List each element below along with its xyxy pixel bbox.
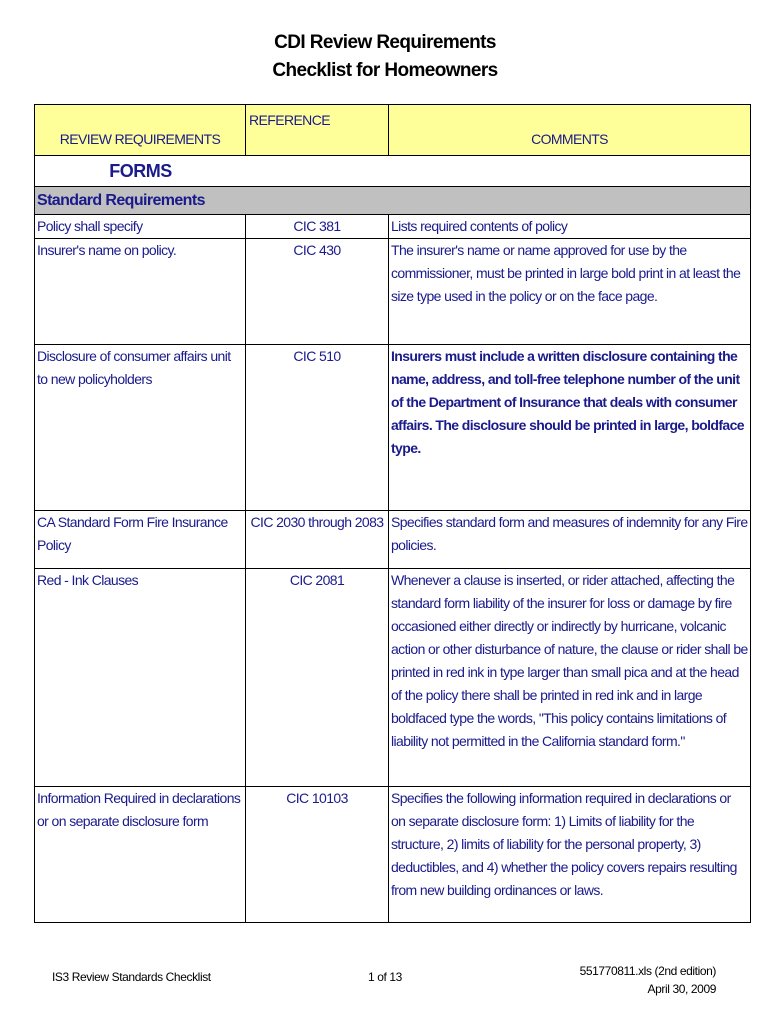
forms-label: FORMS [109, 161, 172, 181]
header-requirements-cell [35, 105, 246, 156]
table-row [35, 215, 751, 239]
comment-text: Insurers must include a written disclosure containing the name, address, and toll-free telephone number of the unit of the Department of Insurance that deals with consumer affairs. The disclosure should be printed in large, boldface type. [391, 348, 744, 456]
footer-date: April 30, 2009 [647, 982, 716, 996]
table-row [35, 569, 751, 787]
comment-text: Whenever a clause is inserted, or rider attached, affecting the standard form liability of the insurer for loss or damage by fire occasioned either directly or indirectly by hurricane, volcanic action or other disturbance of nature, the clause or rider shall be printed in red ink in type larger than small pica and at the head of the policy there shall be printed in red ink and in large boldfaced type the words, "This policy contains limitations of liability not permitted in the California standard form." [391, 572, 748, 749]
reference-text: CIC 10103 [286, 790, 348, 806]
requirement-cell [35, 345, 246, 511]
document-title: CDI Review Requirements [274, 32, 496, 53]
table-row [35, 511, 751, 569]
reference-text: CIC 2030 through 2083 [250, 514, 384, 530]
comment-cell [389, 511, 751, 569]
reference-cell [246, 345, 389, 511]
comment-text: Specifies the following information required in declarations or on separate disclosure form: 1) Limits of liability for the structure, 2) limits of liability for the personal property, 3) deductibles, and 4) whether the policy covers repairs resulting from new building ordinances or laws. [391, 790, 737, 898]
checklist-table [34, 104, 751, 923]
header-requirements: REVIEW REQUIREMENTS [59, 131, 221, 147]
header-comments-cell [389, 105, 751, 156]
requirement-text: Insurer's name on policy. [37, 242, 177, 258]
reference-cell [246, 569, 389, 787]
header-reference-cell [246, 105, 389, 156]
forms-cell [35, 156, 751, 187]
requirement-cell [35, 787, 246, 923]
reference-cell [246, 787, 389, 923]
footer-file-info [580, 962, 716, 998]
table-row [35, 787, 751, 923]
footer-file-name: 551770811.xls (2nd edition) [579, 964, 716, 978]
requirement-text: Disclosure of consumer affairs unit to new policyholders [37, 348, 231, 387]
requirement-text: Policy shall specify [37, 218, 143, 234]
requirement-cell [35, 239, 246, 345]
requirement-text: Red - Ink Clauses [37, 572, 139, 588]
header-reference: REFERENCE [249, 112, 330, 128]
comment-text: Lists required contents of policy [391, 218, 568, 234]
requirement-text: Information Required in declarations or on separate disclosure form [37, 790, 241, 829]
comment-text: The insurer's name or name approved for use by the commissioner, must be printed in large bold print in at least the size type used in the policy or on the face page. [391, 242, 741, 304]
comment-cell [389, 345, 751, 511]
requirement-text: CA Standard Form Fire Insurance Policy [37, 514, 228, 553]
comment-cell [389, 239, 751, 345]
table-row [35, 345, 751, 511]
section-label: Standard Requirements [37, 192, 205, 209]
footer-page-number: 1 of 13 [368, 970, 402, 984]
comment-text: Specifies standard form and measures of indemnity for any Fire policies. [391, 514, 748, 553]
comment-cell [389, 215, 751, 239]
table-header-row [35, 105, 751, 156]
header-comments: COMMENTS [531, 131, 608, 147]
comment-cell [389, 569, 751, 787]
comment-cell [389, 787, 751, 923]
forms-row [35, 156, 751, 187]
reference-text: CIC 381 [293, 218, 341, 234]
reference-cell [246, 215, 389, 239]
document-subtitle: Checklist for Homeowners [272, 60, 498, 81]
section-row [35, 187, 751, 215]
footer-document-name: IS3 Review Standards Checklist [52, 970, 211, 984]
requirement-cell [35, 569, 246, 787]
table-row [35, 239, 751, 345]
section-cell [35, 187, 751, 215]
requirement-cell [35, 511, 246, 569]
requirement-cell [35, 215, 246, 239]
reference-text: CIC 510 [293, 348, 341, 364]
reference-cell [246, 511, 389, 569]
reference-cell [246, 239, 389, 345]
reference-text: CIC 430 [293, 242, 341, 258]
reference-text: CIC 2081 [289, 572, 345, 588]
